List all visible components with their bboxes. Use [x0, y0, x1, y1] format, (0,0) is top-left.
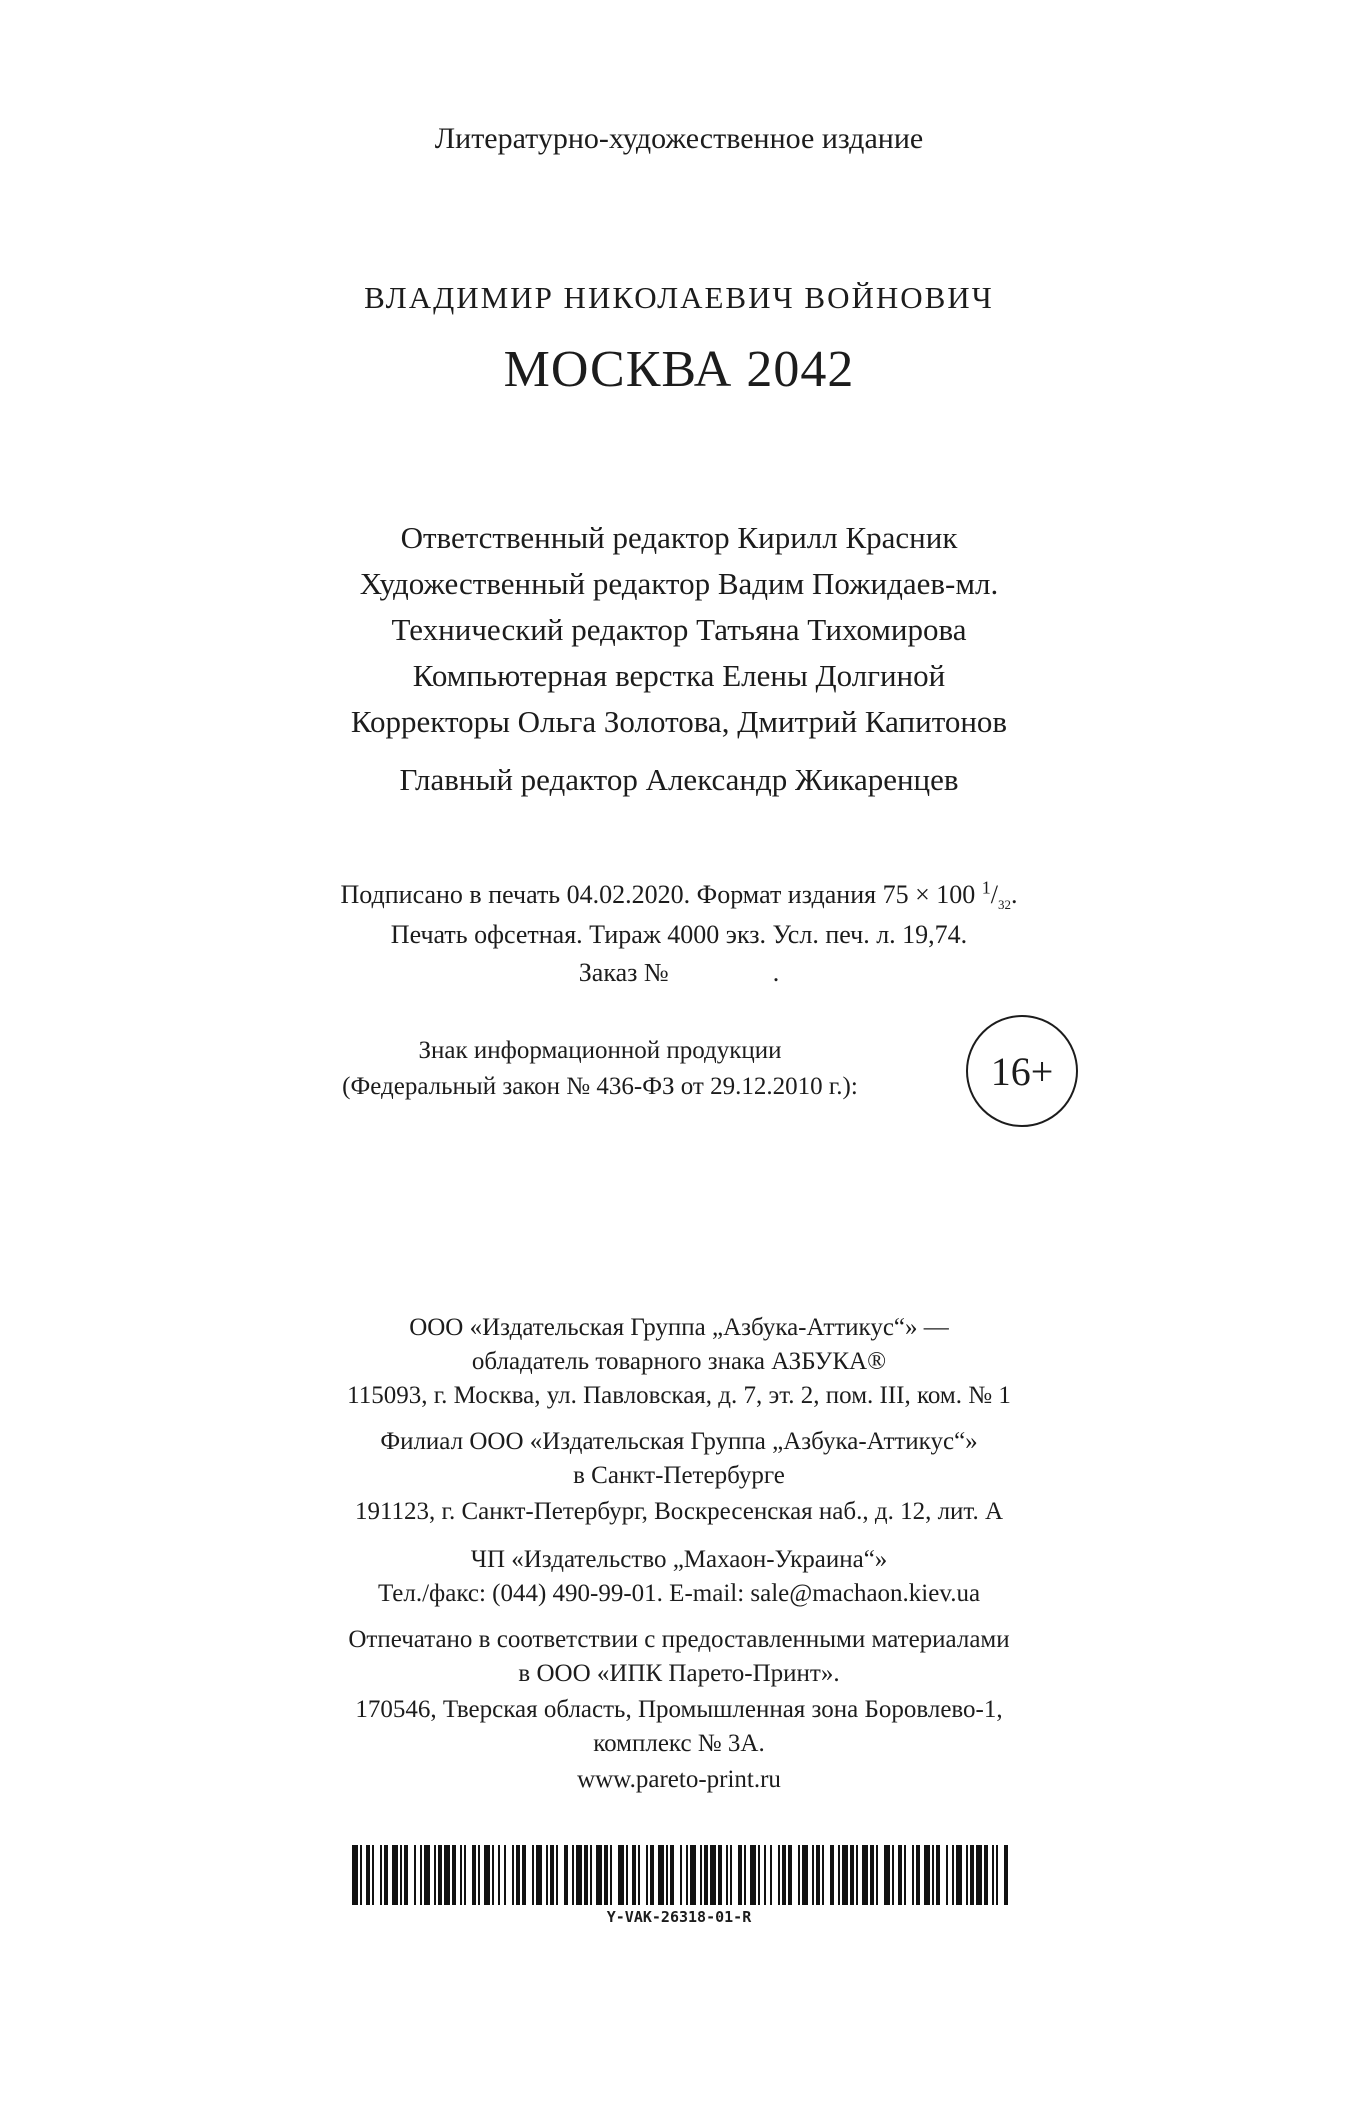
barcode-bar [884, 1845, 890, 1905]
barcode-bar [392, 1845, 398, 1905]
barcode-bar [946, 1845, 948, 1905]
barcode-bar [610, 1845, 612, 1905]
barcode-bar [492, 1845, 494, 1905]
barcode-bar [870, 1845, 874, 1905]
age-sign-line-2: (Федеральный закон № 436-ФЗ от 29.12.2010 г.): [342, 1073, 858, 1100]
barcode-label: Y-VAK-26318-01-R [606, 1908, 752, 1926]
barcode-bar [572, 1845, 574, 1905]
barcode-bar [438, 1845, 442, 1905]
printer-line-3: 170546, Тверская область, Промышленная зона Боровлево-1, [355, 1696, 1003, 1723]
barcode-bar [916, 1845, 920, 1905]
barcode-bar [424, 1845, 430, 1905]
barcode-bar [782, 1845, 786, 1905]
barcode-bar [400, 1845, 402, 1905]
credit-editor: Ответственный редактор Кирилл Красник [400, 520, 958, 555]
format-fraction-denominator: 32 [997, 897, 1011, 913]
barcode-bar [822, 1845, 824, 1905]
barcode-bar [444, 1845, 450, 1905]
barcode-bar [976, 1845, 982, 1905]
barcode-bar [718, 1845, 722, 1905]
barcode-bar [504, 1845, 506, 1905]
barcode-bar [862, 1845, 868, 1905]
barcode-bar [952, 1845, 954, 1905]
barcode-bar [700, 1845, 702, 1905]
barcode-bar [704, 1845, 708, 1905]
barcode-bar [576, 1845, 582, 1905]
print-line-1-end: . [1010, 880, 1018, 909]
barcode [352, 1845, 1008, 1905]
barcode-bar [802, 1845, 808, 1905]
barcode-bar [498, 1845, 500, 1905]
publisher-line-8: Тел./факс: (044) 490-99-01. E-mail: sale@machaon.kiev.ua [377, 1580, 981, 1607]
publisher-line-5: в Санкт-Петербурге [573, 1462, 785, 1489]
barcode-bar [464, 1845, 466, 1905]
barcode-bar [738, 1845, 742, 1905]
barcode-bar [710, 1845, 716, 1905]
book-title: МОСКВА 2042 [503, 341, 855, 398]
barcode-bar [596, 1845, 602, 1905]
print-line-2: Печать офсетная. Тираж 4000 экз. Усл. печ. л. 19,74. [390, 920, 968, 949]
barcode-bar [956, 1845, 962, 1905]
barcode-bar [912, 1845, 914, 1905]
barcode-bar [380, 1845, 382, 1905]
age-sign-line-1: Знак информационной продукции [418, 1037, 782, 1064]
credit-proofreaders: Корректоры Ольга Золотова, Дмитрий Капитонов [350, 704, 1008, 739]
print-line-3: Заказ № . [578, 958, 780, 987]
barcode-bar [670, 1845, 674, 1905]
barcode-bar [812, 1845, 814, 1905]
barcode-bar [798, 1845, 800, 1905]
age-rating-badge: 16+ [966, 1015, 1078, 1127]
publisher-line-7: ЧП «Издательство „Махаон-Украина“» [470, 1546, 888, 1573]
barcode-bar [778, 1845, 780, 1905]
barcode-bar [420, 1845, 422, 1905]
barcode-bar [452, 1845, 456, 1905]
barcode-bar [522, 1845, 526, 1905]
barcode-bar [646, 1845, 648, 1905]
barcode-bar [372, 1845, 374, 1905]
barcode-bar [550, 1845, 554, 1905]
barcode-bar [584, 1845, 588, 1905]
barcode-bar [992, 1845, 994, 1905]
printer-website: www.pareto-print.ru [577, 1766, 781, 1793]
author-name: ВЛАДИМИР НИКОЛАЕВИЧ ВОЙНОВИЧ [364, 280, 994, 315]
printer-line-4: комплекс № 3А. [593, 1730, 765, 1757]
publisher-line-2: обладатель товарного знака АЗБУКА® [471, 1348, 887, 1375]
barcode-bar [478, 1845, 480, 1905]
format-fraction-separator: / [990, 880, 998, 909]
printer-line-1: Отпечатано в соответствии с предоставленными материалами [348, 1626, 1010, 1653]
barcode-bar [850, 1845, 854, 1905]
genre-line: Литературно-художественное издание [434, 122, 924, 155]
barcode-bar [556, 1845, 558, 1905]
barcode-bar [604, 1845, 608, 1905]
barcode-bar [970, 1845, 974, 1905]
barcode-bar [360, 1845, 362, 1905]
barcode-bar [536, 1845, 542, 1905]
print-line-1 [0, 877, 1358, 913]
barcode-bar [816, 1845, 820, 1905]
barcode-bar [924, 1845, 930, 1905]
barcode-bar [856, 1845, 858, 1905]
barcode-bar [618, 1845, 624, 1905]
barcode-bar [876, 1845, 878, 1905]
barcode-bar [750, 1845, 756, 1905]
barcode-bar [484, 1845, 490, 1905]
barcode-bar [996, 1845, 998, 1905]
barcode-bar [650, 1845, 654, 1905]
barcode-bar [838, 1845, 840, 1905]
barcode-bar [532, 1845, 534, 1905]
barcode-bar [770, 1845, 772, 1905]
barcode-bar [686, 1845, 688, 1905]
barcode-bar [590, 1845, 592, 1905]
barcode-bar [690, 1845, 696, 1905]
barcode-bar [404, 1845, 408, 1905]
barcode-bar [898, 1845, 902, 1905]
barcode-bar [764, 1845, 766, 1905]
barcode-bar [904, 1845, 906, 1905]
barcode-bar [546, 1845, 548, 1905]
barcode-bar [638, 1845, 640, 1905]
barcode-bar [830, 1845, 834, 1905]
barcode-bar [892, 1845, 894, 1905]
format-fraction-numerator: 1 [981, 877, 991, 898]
publisher-line-4: Филиал ООО «Издательская Группа „Азбука-Аттикус“» [380, 1428, 978, 1455]
barcode-bar [658, 1845, 664, 1905]
credit-tech-editor: Технический редактор Татьяна Тихомирова [391, 612, 967, 647]
barcode-graphic [352, 1845, 1008, 1905]
barcode-bar [352, 1845, 358, 1905]
barcode-bar [730, 1845, 732, 1905]
barcode-bar [1004, 1845, 1008, 1905]
barcode-bar [472, 1845, 476, 1905]
barcode-bar [512, 1845, 514, 1905]
barcode-bar [516, 1845, 520, 1905]
publisher-line-3: 115093, г. Москва, ул. Павловская, д. 7, эт. 2, пом. III, ком. № 1 [347, 1382, 1011, 1409]
credit-chief-editor: Главный редактор Александр Жикаренцев [399, 762, 959, 797]
publisher-line-1: ООО «Издательская Группа „Азбука-Аттикус“» — [409, 1314, 949, 1341]
barcode-bar [460, 1845, 462, 1905]
barcode-bar [932, 1845, 934, 1905]
barcode-bar [984, 1845, 988, 1905]
barcode-bar [666, 1845, 668, 1905]
barcode-bar [788, 1845, 792, 1905]
publisher-line-6: 191123, г. Санкт-Петербург, Воскресенская наб., д. 12, лит. А [354, 1498, 1004, 1525]
credit-art-editor: Художественный редактор Вадим Пожидаев-мл. [359, 566, 999, 601]
printer-line-2: в ООО «ИПК Парето-Принт». [518, 1660, 840, 1687]
barcode-bar [842, 1845, 848, 1905]
barcode-bar [758, 1845, 760, 1905]
barcode-bar [744, 1845, 746, 1905]
barcode-bar [726, 1845, 728, 1905]
barcode-bar [564, 1845, 568, 1905]
barcode-bar [434, 1845, 436, 1905]
barcode-bar [680, 1845, 682, 1905]
barcode-bar [366, 1845, 370, 1905]
barcode-bar [632, 1845, 636, 1905]
print-line-1-text: Подписано в печать 04.02.2020. Формат издания 75 × 100 [340, 880, 982, 909]
credit-layout: Компьютерная верстка Елены Долгиной [412, 658, 946, 693]
barcode-bar [966, 1845, 968, 1905]
barcode-bar [626, 1845, 628, 1905]
barcode-bar [414, 1845, 416, 1905]
barcode-bar [936, 1845, 940, 1905]
barcode-bar [384, 1845, 388, 1905]
